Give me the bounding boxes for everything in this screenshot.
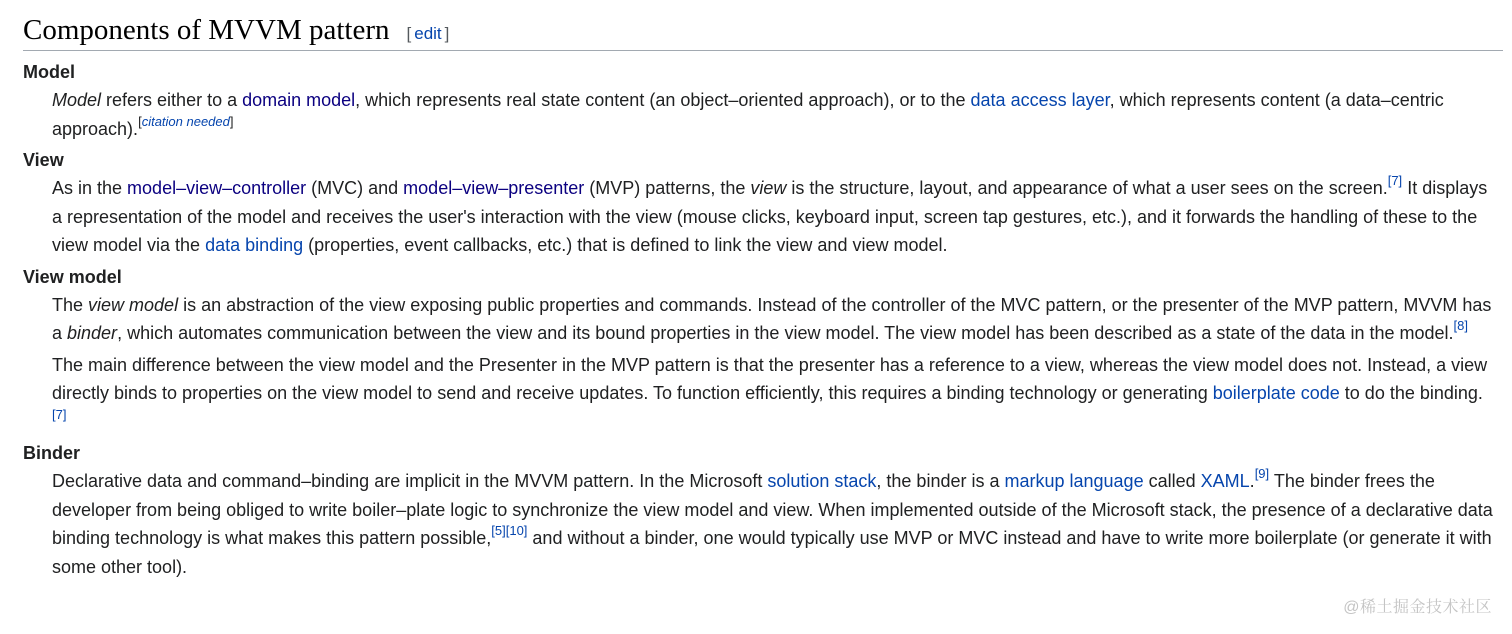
emphasis: binder — [67, 323, 118, 343]
term-view-model: View model — [23, 266, 122, 287]
reference — [491, 523, 527, 538]
definition-list — [23, 58, 1493, 581]
link-data-access-layer[interactable]: data access layer — [970, 90, 1110, 110]
citation-needed — [138, 114, 233, 129]
text: As in the — [52, 178, 128, 198]
ref-8[interactable]: [8] — [1453, 318, 1468, 333]
link-data-binding[interactable]: data binding — [205, 235, 304, 255]
term-view: View — [23, 150, 64, 170]
text: It displays a representation of the model and receives the user's interaction with the view (mouse clicks, keyboard input, screen tap gestures, etc.), and it forwards the handling of these to the view model via the — [52, 178, 1488, 255]
paragraph — [52, 351, 1493, 437]
text: , which represents real state content (an object–oriented approach), or to the — [355, 90, 971, 110]
reference — [1255, 466, 1269, 481]
link-solution-stack[interactable]: solution stack — [767, 471, 877, 491]
text: , which represents content (a data–centric approach). — [52, 90, 1444, 139]
text: (properties, event callbacks, etc.) that is defined to link the view and view model. — [303, 235, 948, 255]
text: The main difference between the view model and the Presenter in the MVP pattern is that the presenter has a reference to a view, whereas the view model does not. Instead, a view directly binds to properties on the view model to send and receive updates. To function efficiently, this requires a binding technology or generating — [52, 354, 1488, 403]
paragraph — [52, 174, 1493, 260]
reference — [52, 407, 66, 422]
text: Declarative data and command–binding are implicit in the MVVM pattern. In the Microsoft — [52, 471, 768, 491]
text: to do the binding. — [1339, 383, 1483, 403]
bracket: ] — [229, 113, 234, 129]
section-heading — [23, 12, 1503, 51]
text: , the binder is a — [876, 471, 1005, 491]
edit-link[interactable]: edit — [414, 24, 442, 43]
definition-view-model — [52, 291, 1493, 437]
definition-model — [52, 86, 1493, 143]
reference — [1388, 173, 1402, 188]
link-xaml[interactable]: XAML — [1200, 471, 1250, 491]
link-model-view-presenter[interactable]: model–view–presenter — [403, 178, 585, 198]
text: (MVP) patterns, the — [584, 178, 751, 198]
text: is an abstraction of the view exposing public properties and commands. Instead of the controller of the MVC pattern, or the presenter of the MVP pattern, MVVM has a — [52, 294, 1492, 343]
text: is the structure, layout, and appearance of what a user sees on the screen. — [786, 178, 1388, 198]
emphasis: view model — [88, 294, 179, 315]
text: The — [52, 294, 89, 315]
ref-5[interactable]: [5] — [491, 523, 506, 538]
text: The binder frees the developer from being obliged to write boiler–plate logic to synchronize the view model and view. When implemented outside of the Microsoft stack, the presence of a declarative data binding technology is what makes this pattern possible, — [52, 471, 1493, 548]
text: . — [1249, 471, 1255, 491]
watermark: @稀土掘金技术社区 — [1343, 599, 1492, 616]
link-markup-language[interactable]: markup language — [1004, 471, 1144, 491]
edit-bracket-open: [ — [406, 24, 412, 43]
paragraph — [52, 291, 1493, 348]
citation-needed-link[interactable]: citation needed — [141, 113, 230, 129]
text: , which automates communication between the view and its bound properties in the view model. The view model has been described as a state of the data in the model. — [117, 323, 1454, 343]
section-content — [23, 58, 1493, 584]
definition-binder — [52, 467, 1493, 581]
ref-7[interactable]: [7] — [52, 406, 67, 422]
paragraph — [52, 467, 1493, 581]
emphasis: view — [750, 178, 787, 198]
edit-bracket-close: ] — [444, 24, 450, 43]
text: refers either to a — [101, 90, 243, 110]
reference — [1454, 318, 1468, 333]
ref-10[interactable]: [10] — [505, 523, 528, 538]
link-model-view-controller[interactable]: model–view–controller — [127, 178, 307, 198]
edit-section — [407, 24, 450, 44]
emphasis: Model — [52, 90, 102, 110]
link-boilerplate-code[interactable]: boilerplate code — [1212, 383, 1340, 403]
text: (MVC) and — [306, 178, 404, 198]
term-model: Model — [23, 62, 75, 82]
section-title: Components of MVVM pattern — [23, 14, 390, 46]
ref-7[interactable]: [7] — [1387, 173, 1403, 188]
definition-view — [52, 174, 1493, 260]
ref-9[interactable]: [9] — [1254, 466, 1270, 481]
term-binder: Binder — [23, 443, 81, 463]
link-domain-model[interactable]: domain model — [242, 90, 356, 110]
text: called — [1143, 471, 1201, 491]
paragraph — [52, 86, 1493, 143]
text: and without a binder, one would typically use MVP or MVC instead and have to write more boilerplate (or generate it with some other tool). — [52, 528, 1492, 577]
bracket: [ — [138, 113, 142, 129]
